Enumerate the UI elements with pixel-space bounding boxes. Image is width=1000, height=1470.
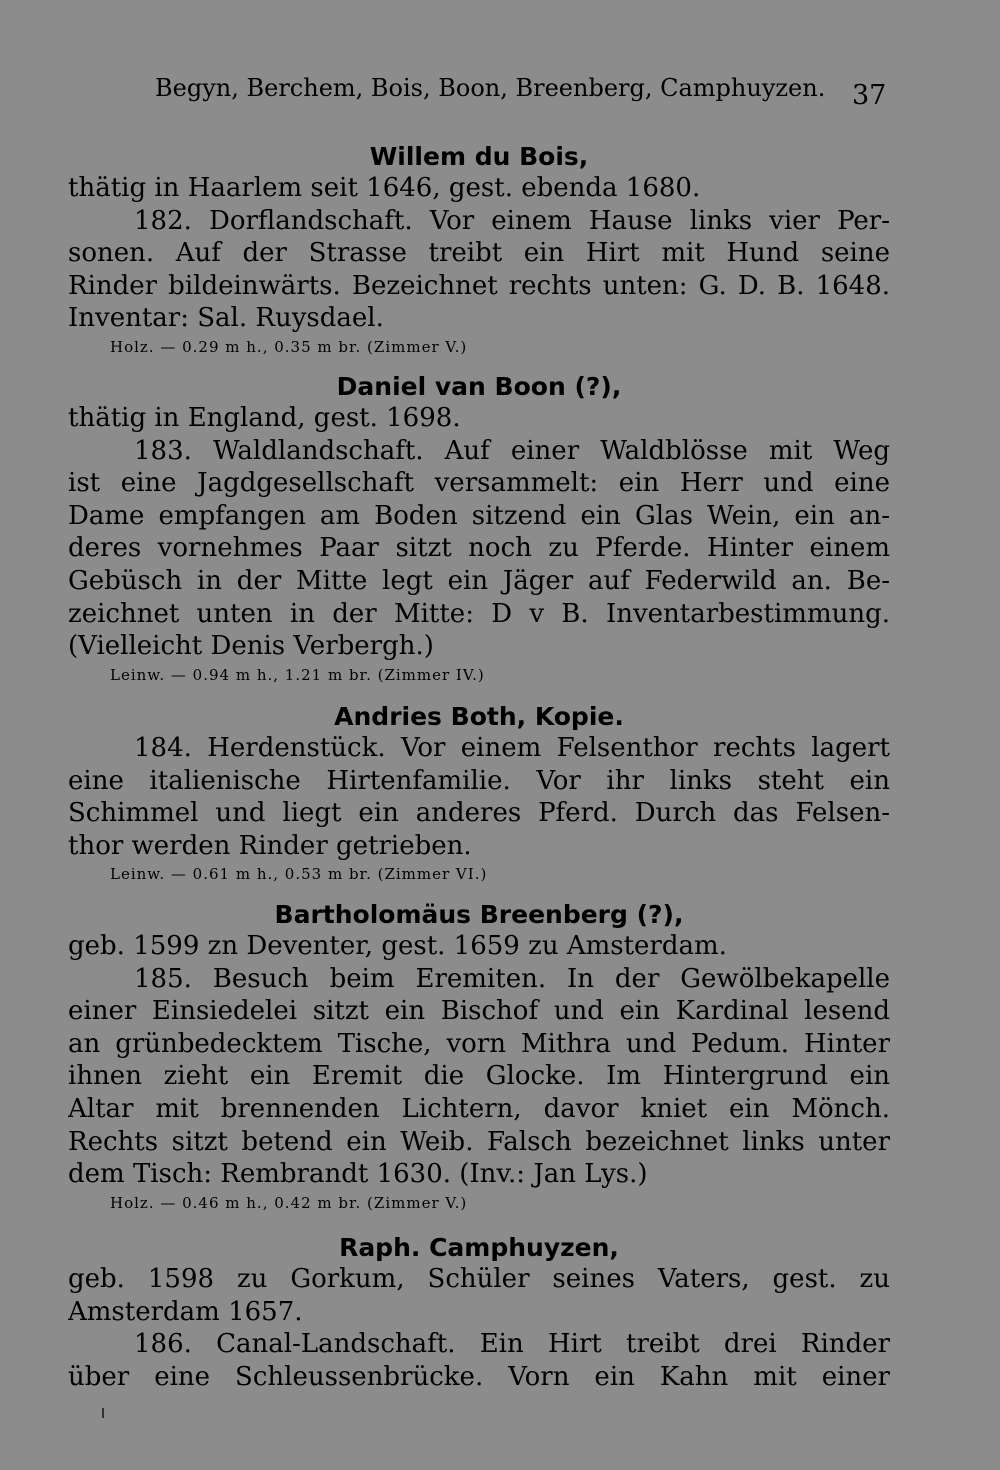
artist-bio-line: thätig in England, gest. 1698. (68, 403, 461, 433)
entry-text-line: Inventar: Sal. Ruysdael. (68, 303, 384, 334)
entry-text-line: 182. Dorflandschaft. Vor einem Hause links vier Per- (134, 205, 890, 236)
artist-heading: Willem du Bois, (369, 142, 589, 171)
entry-text-line: sonen. Auf der Strasse treibt ein Hirt mit Hund seine (68, 238, 890, 269)
entry-text-line: thor werden Rinder getrieben. (68, 830, 472, 861)
dimensions-note: Holz. — 0.46 m h., 0.42 m br. (Zimmer V.) (110, 1193, 468, 1212)
page-number: 37 (852, 80, 887, 111)
entry-text-line: an grünbedecktem Tische, vorn Mithra und Pedum. Hinter (68, 1028, 890, 1059)
artist-heading: Andries Both, Kopie. (334, 702, 624, 731)
entry-text-line: 186. Canal-Landschaft. Ein Hirt treibt drei Rinder (134, 1329, 890, 1360)
dimensions-note: Leinw. — 0.61 m h., 0.53 m br. (Zimmer VI.) (110, 865, 488, 884)
catalog-entry-daniel-van-boon (68, 371, 890, 687)
entry-text-line: Schimmel und liegt ein anderes Pferd. Durch das Felsen- (68, 798, 890, 829)
entry-text-line: Altar mit brennenden Lichtern, davor kniet ein Mönch. (68, 1093, 890, 1124)
entry-text-line: eine italienische Hirtenfamilie. Vor ihr links steht ein (68, 765, 890, 796)
entry-text-line: dem Tisch: Rembrandt 1630. (Inv.: Jan Lys.) (68, 1159, 648, 1190)
catalog-entry-willem-du-bois (68, 141, 890, 359)
catalog-entry-bartholomaus-breenberg (68, 899, 890, 1215)
artist-heading: Bartholomäus Breenberg (?), (274, 900, 684, 929)
artist-heading: Daniel van Boon (?), (336, 372, 622, 401)
entry-text-line: Gebüsch in der Mitte legt ein Jäger auf Federwild an. Be- (68, 565, 890, 596)
artist-bio-line: thätig in Haarlem seit 1646, gest. ebenda 1680. (68, 173, 701, 203)
artist-heading: Raph. Camphuyzen, (339, 1233, 619, 1262)
entry-text-line: ihnen zieht ein Eremit die Glocke. Im Hintergrund ein (68, 1061, 890, 1092)
entry-text-line: 185. Besuch beim Eremiten. In der Gewölbekapelle (134, 963, 890, 994)
catalog-entry-andries-both (68, 701, 890, 886)
print-speck (102, 1408, 104, 1418)
entry-text-line: 184. Herdenstück. Vor einem Felsenthor rechts lagert (134, 733, 890, 763)
dimensions-note: Holz. — 0.29 m h., 0.35 m br. (Zimmer V.) (110, 337, 468, 356)
dimensions-note: Leinw. — 0.94 m h., 1.21 m br. (Zimmer IV.) (110, 665, 485, 684)
entry-text-line: zeichnet unten in der Mitte: D v B. Inventarbestimmung. (68, 598, 890, 629)
entry-text-line: 183. Waldlandschaft. Auf einer Waldblösse mit Weg (134, 435, 890, 466)
artist-bio-line: geb. 1598 zu Gorkum, Schüler seines Vaters, gest. zu (68, 1264, 890, 1294)
entry-text-line: über eine Schleussenbrücke. Vorn ein Kahn mit einer (68, 1361, 890, 1392)
entry-text-line: einer Einsiedelei sitzt ein Bischof und ein Kardinal lesend (68, 996, 890, 1027)
entry-text-line: (Vielleicht Denis Verbergh.) (68, 631, 434, 662)
entry-text-line: Rechts sitzt betend ein Weib. Falsch bezeichnet links unter (68, 1126, 890, 1157)
artist-bio-line: geb. 1599 zn Deventer, gest. 1659 zu Amsterdam. (68, 931, 727, 961)
entry-text-line: deres vornehmes Paar sitzt noch zu Pferde. Hinter einem (68, 533, 890, 564)
running-title: Begyn, Berchem, Bois, Boon, Breenberg, Camphuyzen. (155, 74, 826, 102)
artist-bio-line: Amsterdam 1657. (68, 1296, 303, 1327)
entry-text-line: ist eine Jagdgesellschaft versammelt: ein Herr und eine (68, 468, 890, 499)
catalog-entry-raph-camphuyzen (68, 1232, 890, 1393)
entry-text-line: Dame empfangen am Boden sitzend ein Glas Wein, ein an- (68, 500, 890, 531)
entry-text-line: Rinder bildeinwärts. Bezeichnet rechts unten: G. D. B. 1648. (68, 270, 890, 301)
